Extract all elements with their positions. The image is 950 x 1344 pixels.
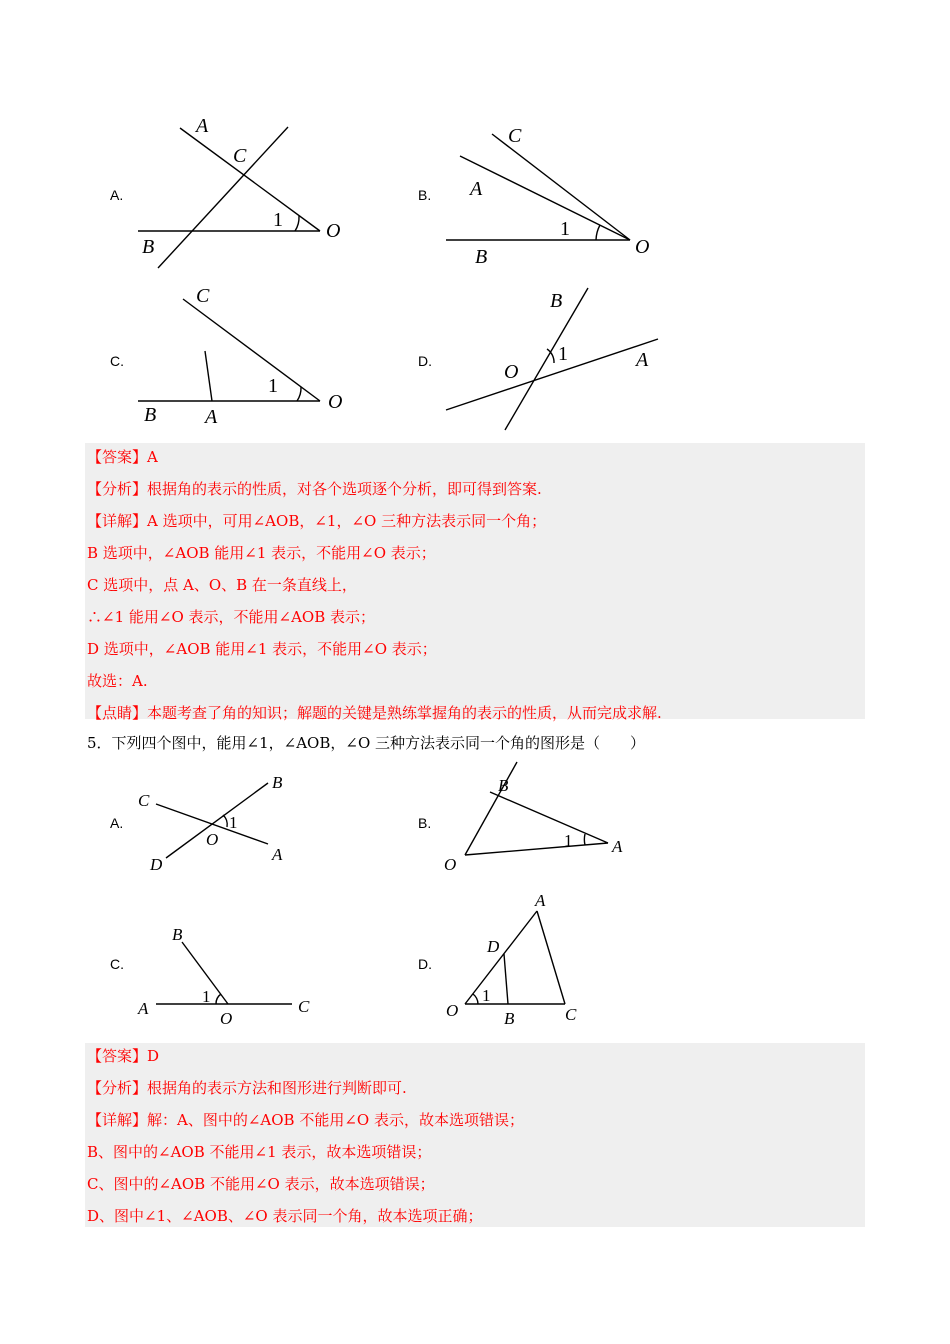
q4-detail-2: B 选项中，∠AOB 能用∠1 表示，不能用∠O 表示； — [87, 544, 436, 562]
q4-detail-6: 故选：A. — [87, 672, 148, 690]
line-ob — [465, 762, 517, 855]
label-a: A — [535, 891, 546, 910]
q5-option-d-label: D. — [418, 956, 432, 972]
q5-figure-c — [130, 920, 330, 1030]
q5-option-c-label: C. — [110, 956, 124, 972]
q5-option-b-label: B. — [418, 815, 432, 831]
label-o: O — [504, 361, 519, 383]
angle-arc — [473, 994, 478, 1004]
q5-detail-2: B、图中的∠AOB 不能用∠1 表示，故本选项错误； — [87, 1143, 432, 1161]
q4-detail-5: D 选项中，∠AOB 能用∠1 表示，不能用∠O 表示； — [87, 640, 437, 658]
side-ac — [537, 911, 565, 1004]
label-o: O — [446, 1001, 459, 1020]
q5-option-a-label: A. — [110, 815, 124, 831]
q4-detail-4: ∴∠1 能用∠O 表示，不能用∠AOB 表示； — [87, 608, 376, 626]
label-a: A — [636, 349, 649, 371]
line-ob — [505, 288, 588, 430]
label-1: 1 — [273, 209, 283, 231]
ray-oa — [180, 128, 320, 231]
angle-arc — [596, 225, 600, 240]
q4-figure-d — [440, 280, 680, 440]
label-b: B — [272, 773, 283, 792]
label-c: C — [508, 125, 522, 147]
segment-db — [504, 954, 508, 1004]
label-1: 1 — [560, 218, 570, 240]
q5-detail-3: C、图中的∠AOB 不能用∠O 表示，故本选项错误； — [87, 1175, 435, 1193]
label-o: O — [444, 855, 457, 874]
label-a: A — [205, 406, 218, 428]
label-b: B — [144, 404, 157, 426]
label-b: B — [475, 246, 488, 268]
q4-comment: 【点睛】本题考查了角的知识；解题的关键是熟练掌握角的表示的性质，从而完成求解. — [87, 704, 662, 722]
line-ba — [490, 792, 608, 843]
label-c: C — [298, 997, 310, 1016]
q4-analysis: 【分析】根据角的表示的性质，对各个选项逐个分析，即可得到答案. — [87, 480, 542, 498]
label-c: C — [233, 145, 247, 167]
label-c: C — [138, 791, 150, 810]
ray-oa — [460, 156, 630, 240]
q5-figure-d — [440, 888, 610, 1038]
label-b: B — [504, 1009, 515, 1028]
ray-a-up — [205, 351, 212, 401]
line-oa — [465, 843, 608, 855]
q4-detail-3: C 选项中，点 A、O、B 在一条直线上， — [87, 576, 357, 594]
label-a: A — [196, 115, 209, 137]
q5-detail-1: 【详解】解：A、图中的∠AOB 不能用∠O 表示，故本选项错误； — [87, 1111, 524, 1129]
label-1: 1 — [564, 831, 573, 850]
label-b: B — [550, 290, 563, 312]
label-d: D — [150, 855, 163, 874]
label-b: B — [142, 236, 155, 258]
option-a-label: A. — [110, 187, 124, 203]
label-c: C — [196, 285, 210, 307]
label-a: A — [612, 837, 623, 856]
label-o: O — [220, 1009, 233, 1028]
q5-analysis: 【分析】根据角的表示方法和图形进行判断即可. — [87, 1079, 407, 1097]
label-o: O — [206, 830, 219, 849]
label-o: O — [326, 220, 341, 242]
q5-answer: 【答案】D — [87, 1047, 160, 1065]
q5-detail-4: D、图中∠1、∠AOB、∠O 表示同一个角，故本选项正确； — [87, 1207, 483, 1225]
label-o: O — [328, 391, 343, 413]
q4-figure-c — [130, 280, 360, 430]
transversal-bc — [158, 127, 288, 268]
angle-arc — [216, 994, 221, 1004]
label-a: A — [138, 999, 149, 1018]
q5-solution-box — [85, 1043, 865, 1227]
label-o: O — [635, 236, 650, 258]
ray-oc — [183, 299, 320, 401]
label-b: B — [172, 925, 183, 944]
label-a: A — [272, 845, 283, 864]
q5-figure-a — [130, 768, 310, 878]
label-1: 1 — [268, 375, 278, 397]
label-1: 1 — [229, 813, 238, 832]
q4-answer: 【答案】A — [87, 448, 158, 466]
angle-arc — [297, 387, 301, 401]
label-c: C — [565, 1005, 577, 1024]
label-a: A — [470, 178, 483, 200]
q5-question: 5．下列四个图中，能用∠1，∠AOB，∠O 三种方法表示同一个角的图形是（ ） — [87, 734, 646, 752]
angle-arc — [584, 834, 585, 845]
option-c-label: C. — [110, 353, 124, 369]
q4-detail-1: 【详解】A 选项中，可用∠AOB，∠1，∠O 三种方法表示同一个角； — [87, 512, 547, 530]
angle-arc — [223, 815, 227, 827]
q4-figure-a — [130, 110, 360, 280]
label-b: B — [498, 776, 509, 795]
label-1: 1 — [482, 986, 491, 1005]
option-b-label: B. — [418, 187, 432, 203]
q4-figure-b — [440, 120, 670, 270]
label-1: 1 — [202, 987, 211, 1006]
side-oa — [465, 911, 537, 1004]
label-d: D — [487, 937, 500, 956]
label-1: 1 — [558, 343, 568, 365]
angle-arc — [295, 216, 299, 231]
q5-figure-b — [440, 760, 650, 880]
option-d-label: D. — [418, 353, 432, 369]
